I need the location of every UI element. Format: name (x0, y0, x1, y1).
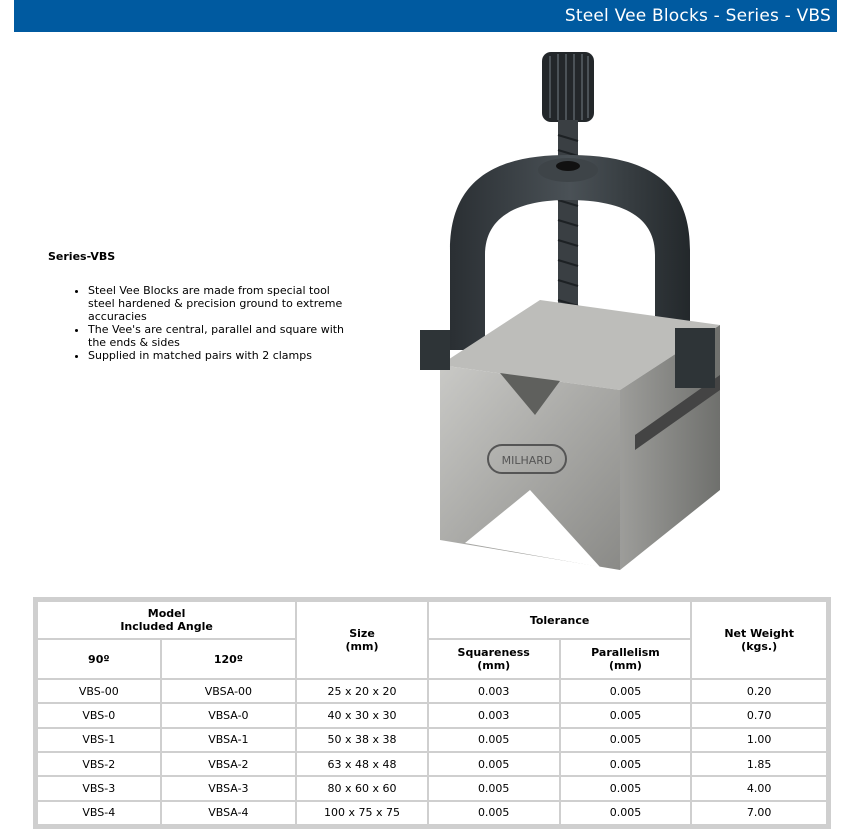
size-cell: 80 x 60 x 60 (296, 776, 428, 800)
page-title: Steel Vee Blocks - Series - VBS (564, 6, 831, 26)
parallelism-cell: 0.005 (560, 703, 692, 727)
net-weight-header: Net Weight (kgs.) (691, 601, 827, 679)
net-weight-cell: 4.00 (691, 776, 827, 800)
model-90-cell: VBS-1 (37, 728, 161, 752)
squareness-cell: 0.005 (428, 728, 560, 752)
squareness-cell: 0.003 (428, 679, 560, 703)
squareness-cell: 0.005 (428, 801, 560, 825)
net-weight-cell: 1.85 (691, 752, 827, 776)
squareness-header: Squareness (mm) (428, 639, 560, 679)
size-cell: 100 x 75 x 75 (296, 801, 428, 825)
parallelism-header: Parallelism (mm) (560, 639, 692, 679)
tolerance-header: Tolerance (428, 601, 692, 639)
model-120-cell: VBSA-0 (161, 703, 297, 727)
parallelism-cell: 0.005 (560, 776, 692, 800)
series-title: Series-VBS (48, 250, 116, 263)
specifications-table (33, 597, 831, 829)
parallelism-cell: 0.005 (560, 752, 692, 776)
squareness-cell: 0.005 (428, 752, 560, 776)
model-90-cell: VBS-4 (37, 801, 161, 825)
feature-item: • Steel Vee Blocks are made from special tool steel hardened & precision ground to extreme accuracies (88, 284, 358, 323)
model-90-cell: VBS-00 (37, 679, 161, 703)
model-90-cell: VBS-0 (37, 703, 161, 727)
vee-block-product-image (420, 40, 730, 580)
size-header: Size (mm) (296, 601, 428, 679)
header-bar (14, 0, 837, 32)
table-row (37, 679, 827, 703)
size-cell: 50 x 38 x 38 (296, 728, 428, 752)
model-120-cell: VBSA-1 (161, 728, 297, 752)
size-cell: 25 x 20 x 20 (296, 679, 428, 703)
model-120-cell: VBSA-2 (161, 752, 297, 776)
table-row (37, 728, 827, 752)
feature-list (52, 284, 358, 362)
parallelism-cell: 0.005 (560, 679, 692, 703)
angle-120-header: 120º (161, 639, 297, 679)
size-cell: 40 x 30 x 30 (296, 703, 428, 727)
net-weight-cell: 0.20 (691, 679, 827, 703)
size-cell: 63 x 48 x 48 (296, 752, 428, 776)
net-weight-cell: 7.00 (691, 801, 827, 825)
table-row (37, 703, 827, 727)
net-weight-cell: 1.00 (691, 728, 827, 752)
model-90-cell: VBS-3 (37, 776, 161, 800)
model-90-cell: VBS-2 (37, 752, 161, 776)
feature-item: • Supplied in matched pairs with 2 clamps (88, 349, 358, 362)
net-weight-cell: 0.70 (691, 703, 827, 727)
table-row (37, 752, 827, 776)
model-120-cell: VBSA-4 (161, 801, 297, 825)
table-row (37, 776, 827, 800)
angle-90-header: 90º (37, 639, 161, 679)
model-header: Model Included Angle (37, 601, 296, 639)
model-120-cell: VBSA-00 (161, 679, 297, 703)
feature-item: • The Vee's are central, parallel and square with the ends & sides (88, 323, 358, 349)
squareness-cell: 0.003 (428, 703, 560, 727)
model-120-cell: VBSA-3 (161, 776, 297, 800)
table-row (37, 801, 827, 825)
brand-logo: MILHARD (501, 454, 553, 467)
squareness-cell: 0.005 (428, 776, 560, 800)
parallelism-cell: 0.005 (560, 801, 692, 825)
parallelism-cell: 0.005 (560, 728, 692, 752)
